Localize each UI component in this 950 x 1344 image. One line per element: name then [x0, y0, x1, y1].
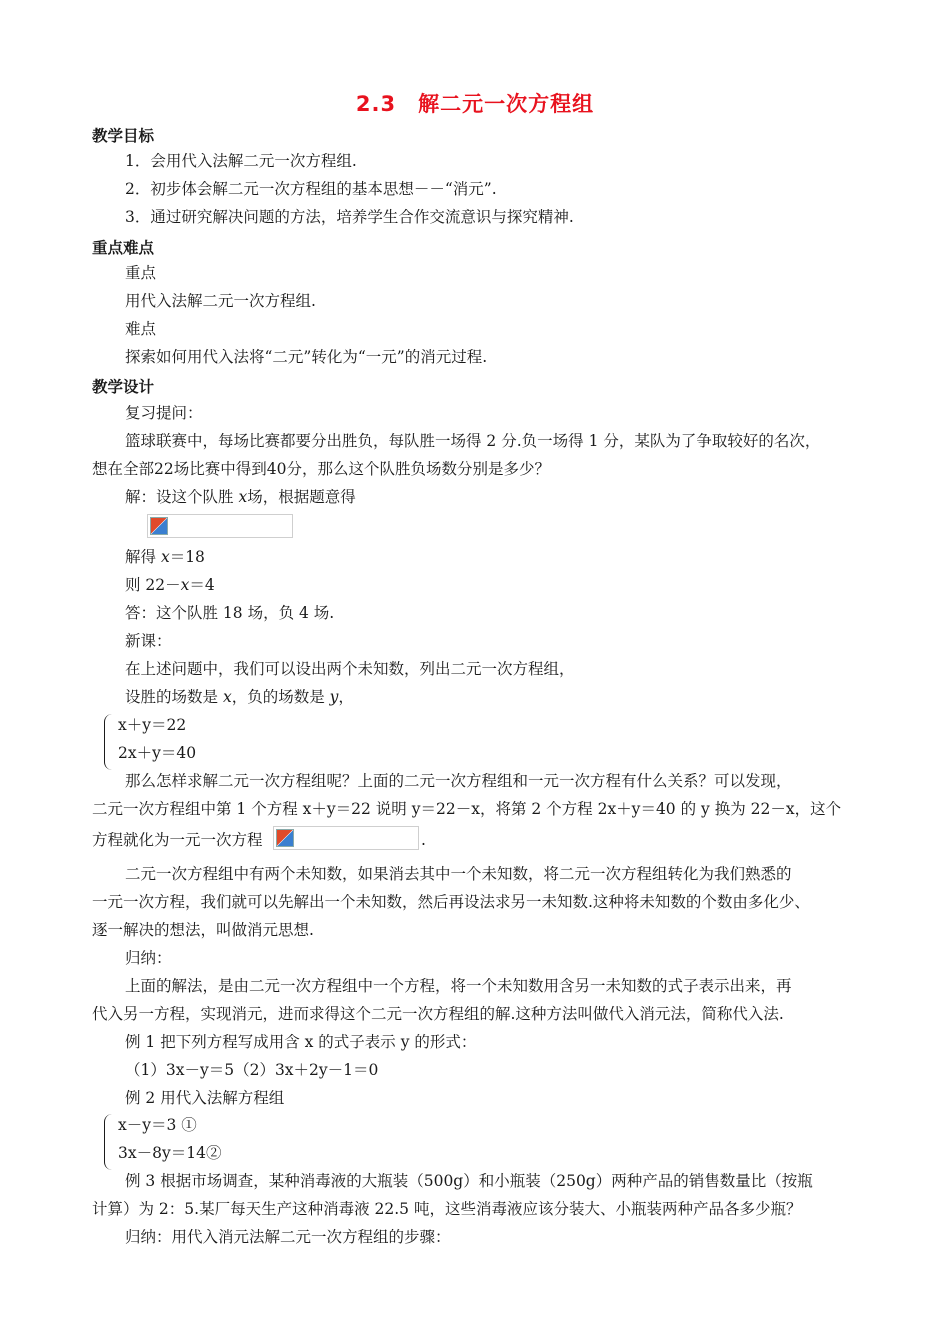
- problem-line-2: 想在全部22场比赛中得到40分，那么这个队胜负场数分别是多少？: [92, 460, 550, 478]
- elimination-line-1: 二元一次方程组中有两个未知数，如果消去其中一个未知数，将二元一次方程组转化为我们熟悉的: [125, 865, 792, 883]
- problem-line-1: 篮球联赛中，每场比赛都要分出胜负，每队胜一场得 2 分.负一场得 1 分，某队为了争取较好的名次，: [125, 432, 821, 450]
- key-label: 重点: [125, 264, 157, 282]
- goal-2: 2．初步体会解二元一次方程组的基本思想－－“消元”.: [125, 180, 497, 198]
- document-title: 2.3 解二元一次方程组: [355, 92, 595, 116]
- discussion-line-3-end: .: [421, 831, 426, 849]
- difficulty-text: 探索如何用代入法将“二元”转化为“一元”的消元过程.: [125, 348, 488, 366]
- key-heading: 重点难点: [92, 239, 155, 257]
- goal-1: 1．会用代入法解二元一次方程组.: [125, 152, 357, 170]
- summary-line-2: 代入另一方程，实现消元，进而求得这个二元一次方程组的解.这种方法叫做代入消元法，简称代入法.: [92, 1005, 784, 1023]
- summary-line-1: 上面的解法，是由二元一次方程组中一个方程，将一个未知数用含另一未知数的式子表示出来，再: [125, 977, 792, 995]
- goals-heading: 教学目标: [92, 127, 155, 145]
- intro-line: 在上述问题中，我们可以设出两个未知数，列出二元一次方程组，: [125, 660, 575, 678]
- discussion-line-2: 二元一次方程组中第 1 个方程 x＋y＝22 说明 y＝22－x，将第 2 个方程 2x＋y＝40 的 y 换为 22－x，这个: [92, 800, 842, 818]
- key-text: 用代入法解二元一次方程组.: [125, 292, 316, 310]
- result-x: 解得 x＝18: [125, 548, 205, 566]
- difficulty-label: 难点: [125, 320, 157, 338]
- system1-equation-2: 2x＋y＝40: [118, 744, 197, 762]
- example-1-items: （1）3x－y＝5（2）3x＋2y－1＝0: [125, 1061, 379, 1079]
- let-variables-line: 设胜的场数是 x，负的场数是 y，: [125, 688, 354, 706]
- discussion-line-1: 那么怎样求解二元一次方程组呢？上面的二元一次方程组和一元一次方程有什么关系？可以发现，: [125, 772, 792, 790]
- elimination-line-3: 逐一解决的想法，叫做消元思想.: [92, 921, 314, 939]
- elimination-line-2: 一元一次方程，我们就可以先解出一个未知数，然后再设法求另一未知数.这种将未知数的个数由多化少、: [92, 893, 810, 911]
- example-3-line-2: 计算）为 2：5.某厂每天生产这种消毒液 22.5 吨，这些消毒液应该分装大、小瓶装两种产品各多少瓶？: [92, 1200, 802, 1218]
- example-2: 例 2 用代入法解方程组: [125, 1089, 285, 1107]
- system1-equation-1: x＋y＝22: [118, 716, 187, 734]
- equation-image-placeholder: [147, 514, 293, 538]
- goal-3: 3．通过研究解决问题的方法，培养学生合作交流意识与探究精神.: [125, 208, 574, 226]
- final-summary: 归纳：用代入消元法解二元一次方程组的步骤：: [125, 1228, 451, 1246]
- solution-setup: 解：设这个队胜 x场，根据题意得: [125, 488, 356, 506]
- broken-image-icon: [276, 829, 294, 847]
- system-brace-2: [104, 1114, 115, 1170]
- summary-label: 归纳：: [125, 949, 172, 967]
- system2-equation-1: x－y＝3 ①: [118, 1116, 197, 1134]
- example-3-line-1: 例 3 根据市场调查，某种消毒液的大瓶装（500g）和小瓶装（250g）两种产品的销售数量比（按瓶: [125, 1172, 813, 1190]
- system-brace-1: [104, 714, 115, 770]
- system2-equation-2: 3x－8y＝14②: [118, 1144, 222, 1162]
- example-1: 例 1 把下列方程写成用含 x 的式子表示 y 的形式：: [125, 1033, 477, 1051]
- result-loss: 则 22－x＝4: [125, 576, 215, 594]
- new-lesson-label: 新课：: [125, 632, 172, 650]
- broken-image-icon: [150, 517, 168, 535]
- review-label: 复习提问：: [125, 404, 203, 422]
- discussion-line-3: 方程就化为一元一次方程: [92, 831, 263, 849]
- equation-image-placeholder-2: [273, 826, 419, 850]
- design-heading: 教学设计: [92, 378, 155, 396]
- answer-line: 答：这个队胜 18 场，负 4 场.: [125, 604, 335, 622]
